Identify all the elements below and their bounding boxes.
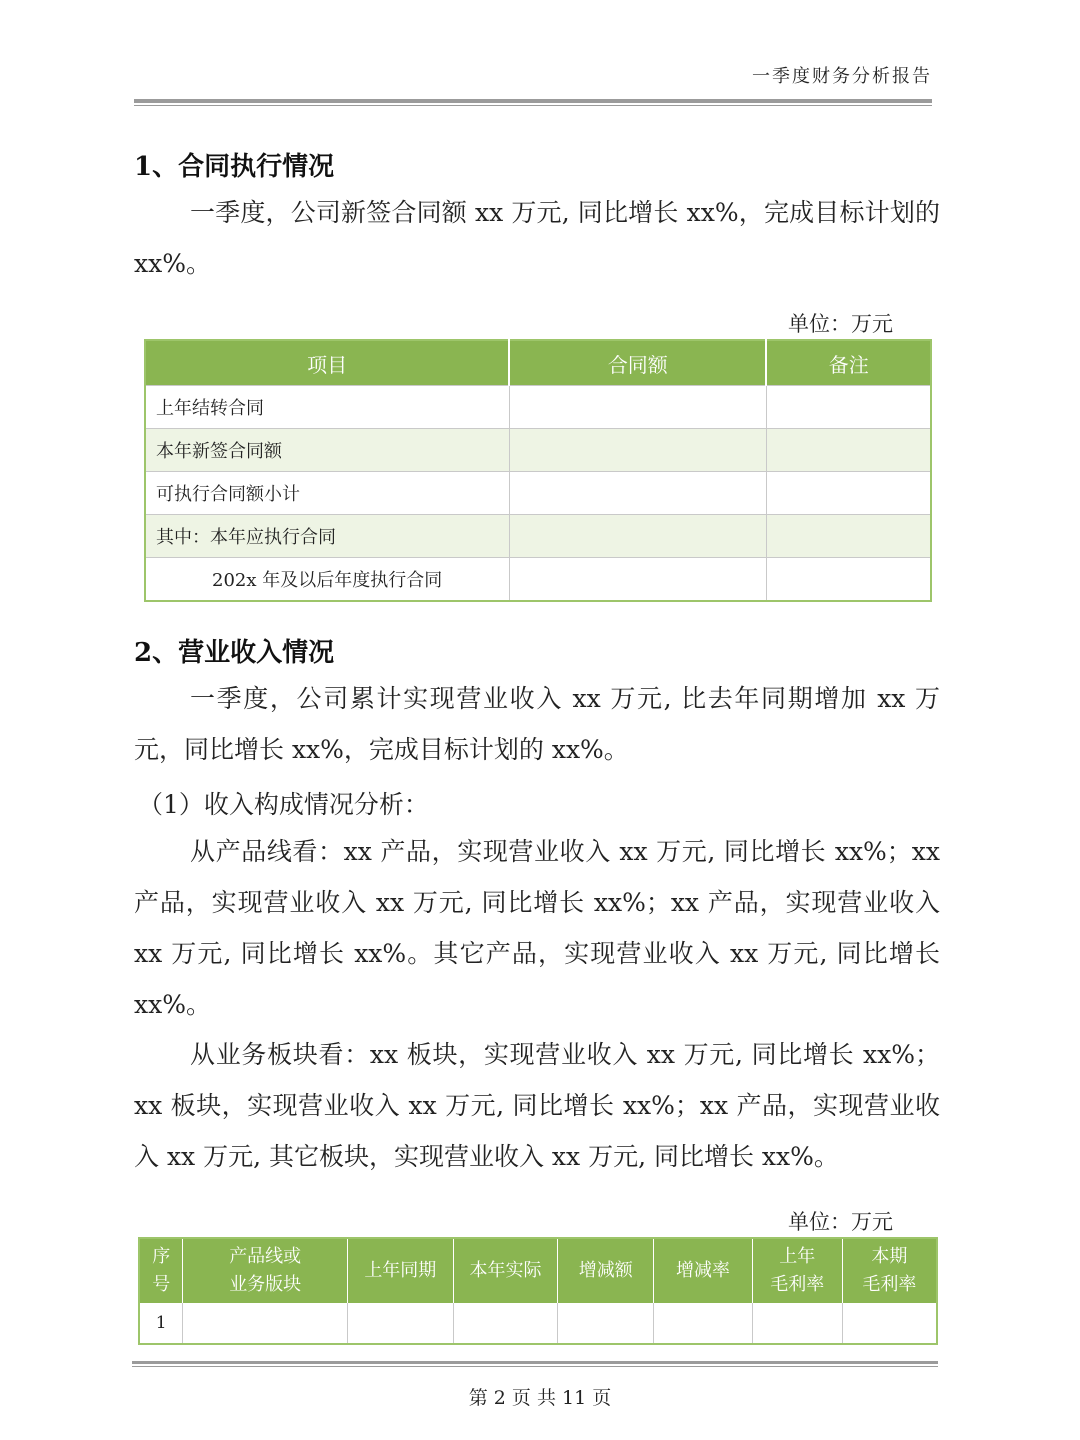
section1-heading: 1、合同执行情况: [134, 152, 335, 182]
col-header-current-margin: 本期 毛利率: [842, 1238, 937, 1303]
col-header-last-year: 上年同期: [347, 1238, 453, 1303]
row-label: 可执行合同额小计: [145, 472, 509, 515]
col-header-item: 项目: [145, 340, 509, 386]
section2-paragraph: 一季度，公司累计实现营业收入 xx 万元, 比去年同期增加 xx 万元，同比增长 xx%，完成目标计划的 xx%。: [134, 684, 940, 764]
header-divider: [134, 99, 932, 106]
row-index: 1: [139, 1303, 183, 1344]
section2-heading: 2、营业收入情况: [134, 638, 335, 668]
product-line-paragraph: 从产品线看：xx 产品，实现营业收入 xx 万元, 同比增长 xx%；xx 产品，实现营业收入 xx 万元, 同比增长 xx%；xx 产品，实现营业收入 xx 万元, 同比增长 xx%。其它产品，实现营业收入 xx 万元, 同比增长 xx%。: [134, 837, 940, 1019]
col-header-change-rate: 增减率: [654, 1238, 753, 1303]
col-header-remark: 备注: [766, 340, 931, 386]
report-header-title: 一季度财务分析报告: [752, 66, 932, 87]
table-row: [145, 386, 931, 429]
table1-unit-label: 单位：万元: [788, 312, 893, 336]
business-segment-paragraph: 从业务板块看：xx 板块，实现营业收入 xx 万元, 同比增长 xx%；xx 板块，实现营业收入 xx 万元, 同比增长 xx%；xx 产品，实现营业收入 xx 万元, 其它板块，实现营业收入 xx 万元, 同比增长 xx%。: [134, 1040, 940, 1171]
section2-subheading: （1）收入构成情况分析：: [138, 790, 429, 819]
row-label: 本年新签合同额: [145, 429, 509, 472]
row-label: 上年结转合同: [145, 386, 509, 429]
col-header-change-amount: 增减额: [558, 1238, 654, 1303]
col-header-last-margin: 上年 毛利率: [752, 1238, 842, 1303]
page-number: 第 2 页 共 11 页: [468, 1387, 612, 1409]
contract-table: [144, 339, 932, 602]
table-row: [145, 472, 931, 515]
row-label: 其中：本年应执行合同: [145, 515, 509, 558]
contract-table-header: [145, 340, 931, 386]
col-header-index: 序 号: [139, 1238, 183, 1303]
col-header-amount: 合同额: [509, 340, 766, 386]
table-row: [145, 429, 931, 472]
table2-unit-label: 单位：万元: [788, 1210, 893, 1234]
col-header-product-line: 产品线或 业务版块: [183, 1238, 348, 1303]
revenue-table-header: [139, 1238, 937, 1303]
revenue-table: [138, 1237, 938, 1345]
section1-paragraph: 一季度，公司新签合同额 xx 万元, 同比增长 xx%，完成目标计划的 xx%。: [134, 198, 940, 278]
col-header-this-year: 本年实际: [453, 1238, 558, 1303]
row-label: 202x 年及以后年度执行合同: [145, 558, 509, 602]
table-row: [139, 1303, 937, 1344]
table-row: [145, 515, 931, 558]
footer-divider: [132, 1361, 938, 1367]
table-row: [145, 558, 931, 602]
